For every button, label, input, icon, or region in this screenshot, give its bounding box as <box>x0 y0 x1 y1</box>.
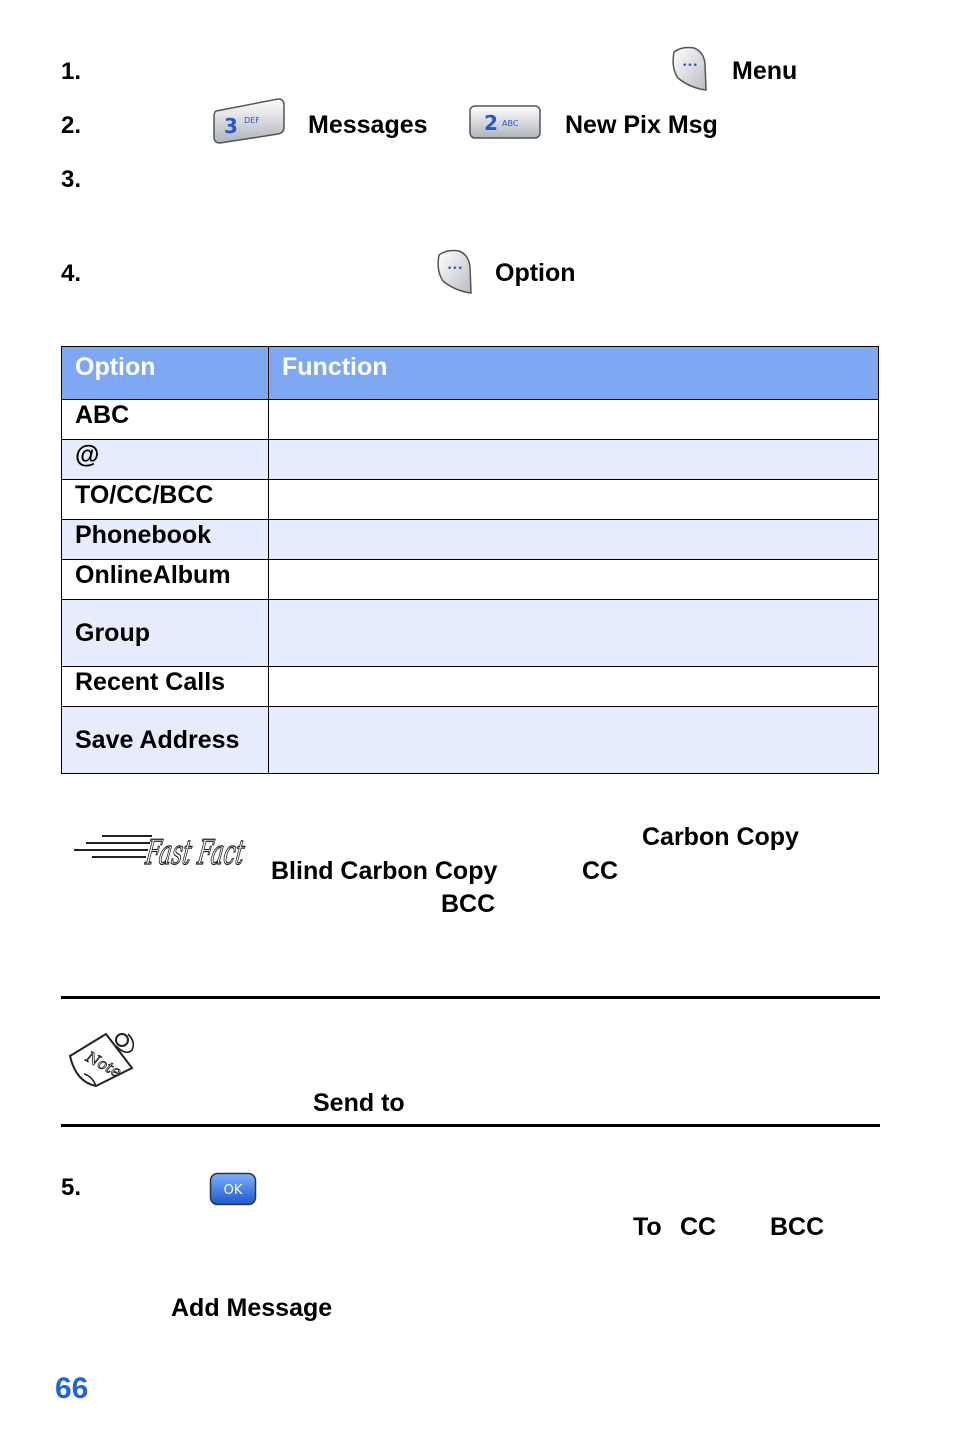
menu-label: Menu <box>732 57 798 85</box>
bcc-text: BCC <box>441 890 496 918</box>
left-softkey-icon <box>433 247 473 297</box>
table-row <box>62 707 879 774</box>
function-cell <box>269 707 879 774</box>
svg-text:3: 3 <box>224 114 238 138</box>
left-softkey-icon <box>668 44 708 94</box>
options-table <box>61 346 879 774</box>
function-cell <box>269 667 879 707</box>
carbon-copy-text: Carbon Copy <box>642 823 799 851</box>
step-number: 3. <box>61 166 82 193</box>
blind-carbon-copy-text: Blind Carbon Copy <box>271 857 498 885</box>
svg-text:DEF: DEF <box>244 116 260 125</box>
option-cell: Group <box>62 600 269 667</box>
option-cell: TO/CC/BCC <box>62 480 269 520</box>
table-row <box>62 600 879 667</box>
new-pix-msg-label: New Pix Msg <box>565 111 718 139</box>
step-number: 4. <box>61 260 82 287</box>
key-3-icon <box>212 97 286 143</box>
option-label: Option <box>495 259 576 287</box>
table-header-row <box>62 347 879 400</box>
messages-label: Messages <box>308 111 428 139</box>
option-cell: @ <box>62 440 269 480</box>
key-2-icon <box>468 104 542 140</box>
svg-text:Note: Note <box>83 1047 125 1082</box>
option-cell: ABC <box>62 400 269 440</box>
cc-text: CC <box>582 857 619 885</box>
table-row <box>62 667 879 707</box>
send-to-text: Send to <box>313 1089 405 1117</box>
divider <box>61 1124 880 1127</box>
function-cell <box>269 520 879 560</box>
to-text: To <box>633 1213 662 1241</box>
table-row <box>62 480 879 520</box>
bcc-text: BCC <box>770 1213 825 1241</box>
svg-text:ABC: ABC <box>502 119 519 128</box>
page-number: 66 <box>55 1372 89 1405</box>
svg-text:•••: ••• <box>682 61 698 71</box>
step-number: 2. <box>61 112 82 139</box>
table-row <box>62 560 879 600</box>
option-cell: Phonebook <box>62 520 269 560</box>
table-row <box>62 400 879 440</box>
divider <box>61 996 880 999</box>
option-cell: Save Address <box>62 707 269 774</box>
svg-text:2: 2 <box>484 111 498 135</box>
function-cell <box>269 480 879 520</box>
option-cell: Recent Calls <box>62 667 269 707</box>
table-row <box>62 520 879 560</box>
add-message-text: Add Message <box>171 1294 333 1322</box>
svg-text:OK: OK <box>223 1183 243 1198</box>
svg-text:Fast Fact: Fast Fact <box>143 833 307 873</box>
header-option: Option <box>62 347 269 400</box>
header-function: Function <box>269 347 879 400</box>
svg-text:•••: ••• <box>447 264 463 274</box>
cc-text: CC <box>680 1213 717 1241</box>
step-number: 5. <box>61 1174 82 1201</box>
function-cell <box>269 560 879 600</box>
ok-key-icon <box>209 1172 257 1206</box>
fast-fact-logo <box>72 826 307 873</box>
function-cell <box>269 440 879 480</box>
function-cell <box>269 400 879 440</box>
function-cell <box>269 600 879 667</box>
option-cell: OnlineAlbum <box>62 560 269 600</box>
table-row <box>62 440 879 480</box>
step-number: 1. <box>61 58 82 85</box>
note-icon <box>66 1026 140 1088</box>
